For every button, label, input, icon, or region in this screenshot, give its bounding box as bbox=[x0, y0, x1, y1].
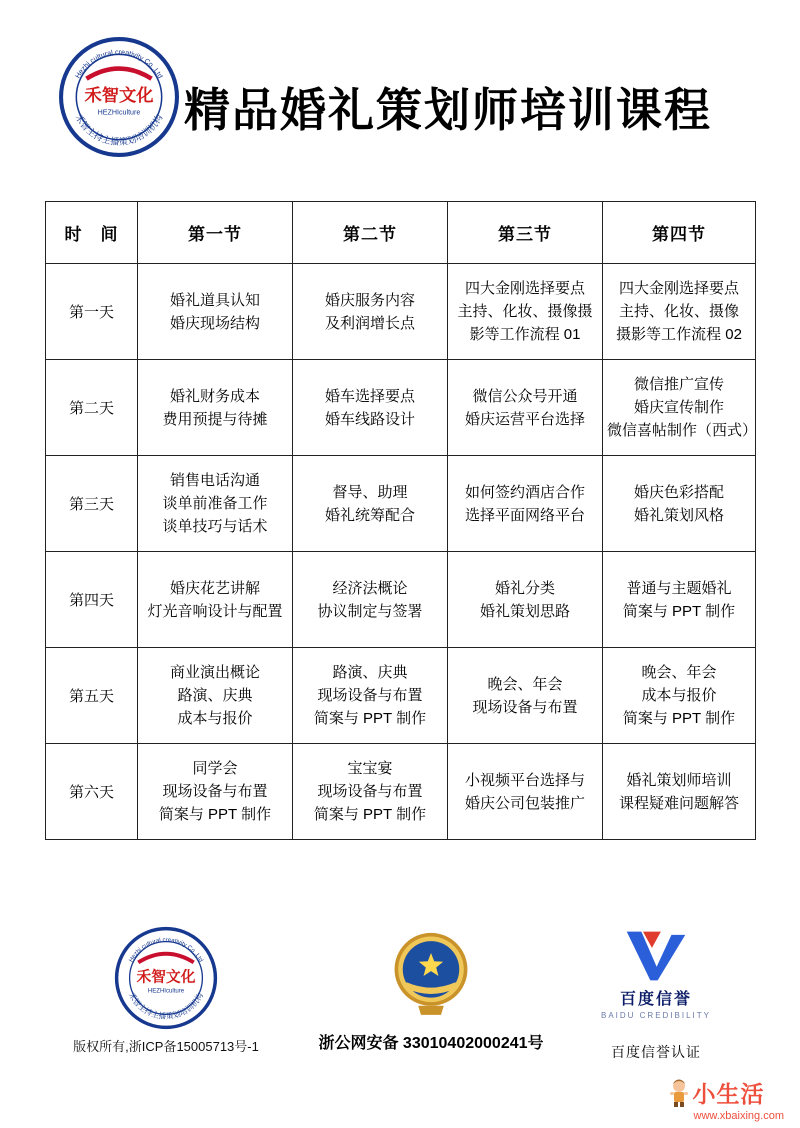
course-line: 婚庆现场结构 bbox=[169, 314, 260, 332]
logo-name-cn: 禾智文化 bbox=[84, 85, 154, 106]
watermark-mascot-icon bbox=[668, 1078, 690, 1108]
table-header-row bbox=[46, 202, 756, 264]
course-line: 婚礼道具认知 bbox=[169, 291, 260, 309]
course-line: 督导、助理 bbox=[332, 483, 408, 501]
course-line: 现场设备与布置 bbox=[162, 783, 268, 800]
column-header: 时 间 bbox=[46, 202, 138, 264]
course-cell bbox=[448, 744, 603, 840]
course-cell bbox=[293, 552, 448, 648]
logo-ring-text-top: Hezhi cultural creativity Co.,Ltd bbox=[73, 48, 165, 80]
course-line: 婚庆运营平台选择 bbox=[464, 410, 585, 428]
course-line: 成本与报价 bbox=[641, 687, 717, 704]
course-line: 简案与 PPT 制作 bbox=[622, 710, 736, 727]
course-cell bbox=[448, 456, 603, 552]
course-cell bbox=[138, 264, 293, 360]
course-line: 婚庆公司包装推广 bbox=[464, 794, 585, 812]
police-registration-text: 浙公网安备 33010402000241号 bbox=[318, 1035, 544, 1052]
course-line: 婚礼分类 bbox=[494, 579, 555, 597]
course-cell bbox=[603, 360, 756, 456]
course-line: 现场设备与布置 bbox=[472, 698, 578, 716]
course-line: 灯光音响设计与配置 bbox=[147, 602, 283, 620]
course-line: 成本与报价 bbox=[177, 710, 253, 727]
course-cell bbox=[603, 648, 756, 744]
table-row bbox=[46, 456, 756, 552]
course-line: 婚礼策划风格 bbox=[633, 506, 724, 524]
course-line: 影等工作流程 01 bbox=[469, 326, 581, 343]
course-line: 谈单技巧与话术 bbox=[162, 518, 268, 535]
table-row bbox=[46, 360, 756, 456]
course-cell bbox=[293, 264, 448, 360]
day-label: 第四天 bbox=[46, 552, 138, 648]
course-cell bbox=[293, 648, 448, 744]
course-line: 简案与 PPT 制作 bbox=[622, 602, 736, 620]
course-line: 婚礼财务成本 bbox=[169, 387, 260, 405]
course-cell bbox=[138, 552, 293, 648]
course-line: 协议制定与签署 bbox=[317, 602, 423, 620]
page-title: 精品婚礼策划师培训课程 bbox=[184, 85, 712, 136]
course-line: 婚庆花艺讲解 bbox=[169, 579, 260, 597]
police-badge-icon bbox=[390, 926, 472, 1020]
course-line: 四大金刚选择要点 bbox=[618, 280, 739, 297]
day-label: 第三天 bbox=[46, 456, 138, 552]
hezhi-logo-footer bbox=[114, 926, 218, 1030]
baidu-subtitle: BAIDU CREDIBILITY bbox=[600, 1011, 711, 1020]
day-label: 第五天 bbox=[46, 648, 138, 744]
site-watermark bbox=[668, 1076, 784, 1122]
course-line: 主持、化妆、摄像摄 bbox=[457, 303, 593, 320]
column-header: 第四节 bbox=[603, 202, 756, 264]
day-label: 第六天 bbox=[46, 744, 138, 840]
course-cell bbox=[603, 552, 756, 648]
watermark-site-name: 小生活 bbox=[692, 1081, 765, 1107]
course-cell bbox=[138, 744, 293, 840]
course-cell bbox=[293, 360, 448, 456]
logo-name-cn: 禾智文化 bbox=[136, 969, 196, 986]
logo-name-en: HEZHIculture bbox=[147, 988, 185, 995]
course-line: 简案与 PPT 制作 bbox=[313, 710, 427, 727]
course-line: 简案与 PPT 制作 bbox=[313, 806, 427, 823]
course-line: 摄影等工作流程 02 bbox=[616, 326, 742, 343]
course-line: 及利润增长点 bbox=[324, 314, 415, 332]
baidu-caption: 百度信誉认证 bbox=[611, 1044, 701, 1060]
column-header: 第一节 bbox=[138, 202, 293, 264]
baidu-title: 百度信誉 bbox=[619, 991, 692, 1008]
course-line: 婚庆宣传制作 bbox=[633, 399, 724, 416]
logo-ring-text-bottom: 禾智主持主播策划培训机构 bbox=[73, 112, 165, 147]
course-cell bbox=[138, 648, 293, 744]
course-cell bbox=[293, 456, 448, 552]
course-line: 婚庆色彩搭配 bbox=[633, 483, 724, 501]
course-line: 现场设备与布置 bbox=[317, 783, 423, 800]
table-row bbox=[46, 552, 756, 648]
table-row bbox=[46, 744, 756, 840]
table-body bbox=[46, 264, 756, 840]
course-line: 小视频平台选择与 bbox=[464, 771, 585, 789]
watermark-site-url: www.xbaixing.com bbox=[693, 1110, 784, 1122]
course-line: 婚礼统筹配合 bbox=[324, 506, 415, 524]
course-line: 婚礼策划思路 bbox=[479, 602, 570, 620]
course-schedule-table bbox=[45, 201, 756, 840]
course-line: 选择平面网络平台 bbox=[464, 506, 585, 524]
course-cell bbox=[138, 456, 293, 552]
course-cell bbox=[293, 744, 448, 840]
baidu-credibility-icon bbox=[623, 930, 689, 982]
course-line: 路演、庆典 bbox=[177, 687, 253, 704]
course-line: 晚会、年会 bbox=[487, 675, 563, 693]
course-line: 路演、庆典 bbox=[332, 664, 408, 681]
course-line: 主持、化妆、摄像 bbox=[618, 303, 739, 320]
baidu-credibility-block bbox=[592, 930, 720, 1062]
course-cell bbox=[603, 264, 756, 360]
course-line: 简案与 PPT 制作 bbox=[158, 806, 272, 823]
course-line: 普通与主题婚礼 bbox=[626, 579, 732, 597]
copyright-text: 版权所有,浙ICP备15005713号-1 bbox=[73, 1039, 259, 1054]
table-row bbox=[46, 648, 756, 744]
course-line: 同学会 bbox=[192, 760, 238, 777]
course-line: 婚车选择要点 bbox=[324, 387, 415, 405]
course-line: 婚车线路设计 bbox=[324, 410, 415, 428]
day-label: 第一天 bbox=[46, 264, 138, 360]
course-line: 微信推广宣传 bbox=[633, 376, 724, 393]
course-line: 四大金刚选择要点 bbox=[464, 280, 585, 297]
course-line: 费用预提与待摊 bbox=[162, 410, 268, 428]
course-cell bbox=[603, 744, 756, 840]
logo-ring-text-top: Hezhi cultural creativity Co.,Ltd bbox=[128, 937, 204, 964]
course-line: 经济法概论 bbox=[332, 579, 408, 597]
course-line: 销售电话沟通 bbox=[169, 472, 260, 489]
course-line: 如何签约酒店合作 bbox=[464, 483, 585, 501]
logo-name-en: HEZHIculture bbox=[97, 108, 141, 117]
course-line: 宝宝宴 bbox=[347, 760, 393, 777]
hezhi-logo bbox=[58, 36, 180, 158]
course-line: 晚会、年会 bbox=[641, 664, 717, 681]
course-line: 商业演出概论 bbox=[169, 664, 260, 681]
course-line: 课程疑难问题解答 bbox=[618, 794, 739, 812]
logo-ring-text-bottom: 禾智主持主播策划培训机构 bbox=[126, 991, 206, 1021]
day-label: 第二天 bbox=[46, 360, 138, 456]
course-line: 婚礼策划师培训 bbox=[626, 771, 732, 789]
column-header: 第二节 bbox=[293, 202, 448, 264]
course-cell bbox=[603, 456, 756, 552]
course-line: 婚庆服务内容 bbox=[324, 291, 415, 309]
column-header: 第三节 bbox=[448, 202, 603, 264]
course-line: 微信喜帖制作（西式） bbox=[607, 422, 758, 439]
course-cell bbox=[138, 360, 293, 456]
course-cell bbox=[448, 360, 603, 456]
course-line: 现场设备与布置 bbox=[317, 687, 423, 704]
course-cell bbox=[448, 552, 603, 648]
course-line: 谈单前准备工作 bbox=[162, 495, 268, 512]
course-cell bbox=[448, 264, 603, 360]
course-cell bbox=[448, 648, 603, 744]
table-row bbox=[46, 264, 756, 360]
course-line: 微信公众号开通 bbox=[472, 387, 578, 405]
